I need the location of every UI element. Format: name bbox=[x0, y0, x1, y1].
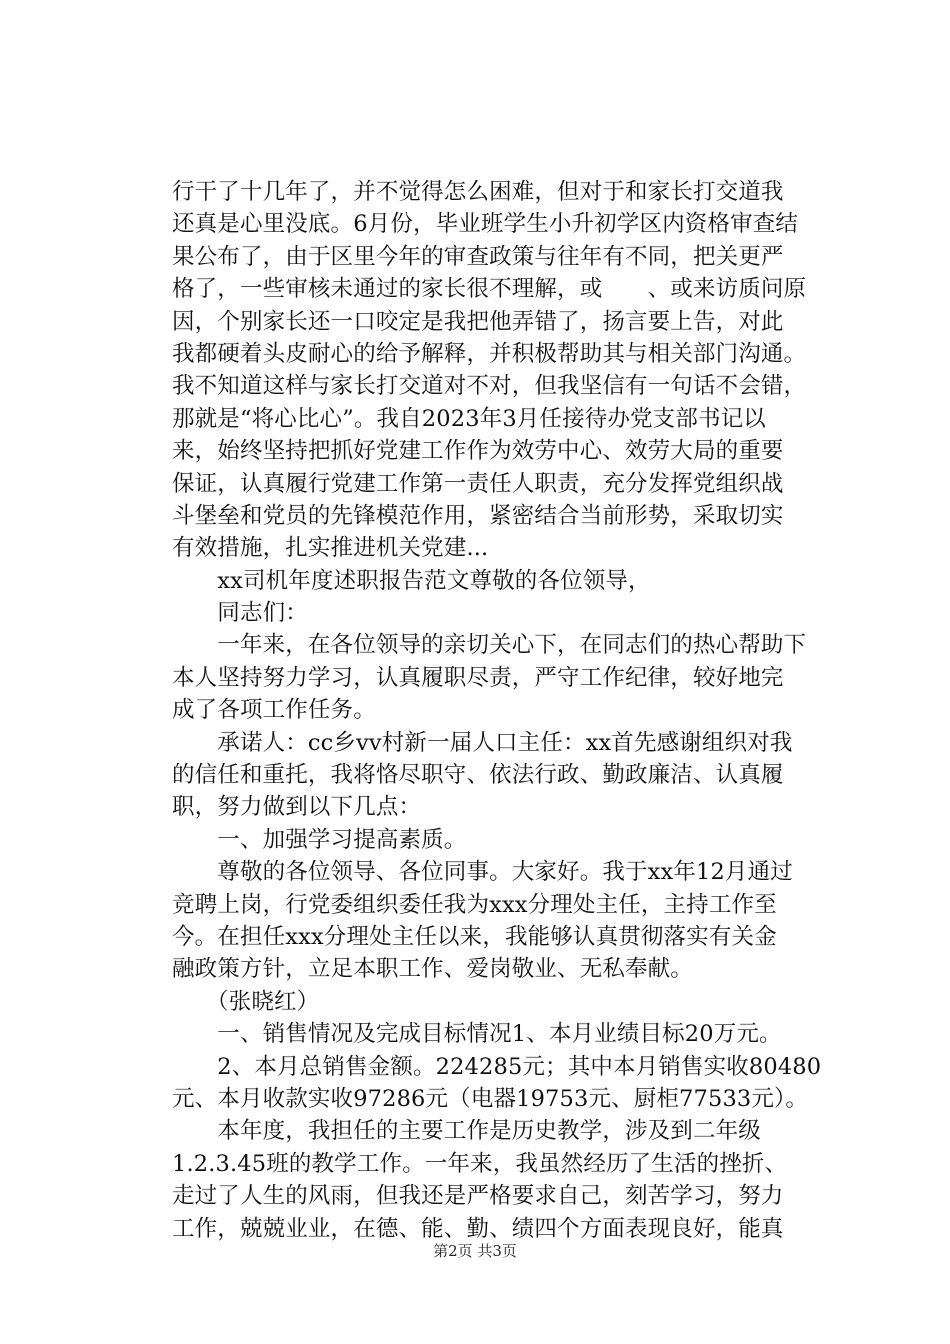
text-line: 斗堡垒和党员的先锋模范作用，紧密结合当前形势，采取切实 bbox=[172, 502, 784, 529]
text-line: 来，始终坚持把抓好党建工作作为效劳中心、效劳大局的重要 bbox=[172, 438, 784, 465]
text-line: 我不知道这样与家长打交道对不对，但我坚信有一句话不会错， bbox=[172, 373, 807, 400]
document-body bbox=[172, 176, 862, 1245]
text-line: 一年来，在各位领导的亲切关心下，在同志们的热心帮助下 bbox=[172, 632, 807, 659]
text-line: （张晓红） bbox=[172, 988, 320, 1015]
text-line: 本人坚持努力学习，认真履职尽责，严守工作纪律，较好地完 bbox=[172, 664, 784, 691]
text-line: 有效措施，扎实推进机关党建... bbox=[172, 535, 489, 562]
text-line: 格了，一些审核未通过的家长很不理解，或 、或来访质问原 bbox=[172, 276, 807, 303]
text-line: 1.2.3.45班的教学工作。一年来，我虽然经历了生活的挫折、 bbox=[172, 1150, 788, 1177]
text-line: 工作，兢兢业业，在德、能、勤、绩四个方面表现良好，能真 bbox=[172, 1215, 784, 1242]
text-line: 行干了十几年了，并不觉得怎么困难，但对于和家长打交道我 bbox=[172, 179, 784, 205]
text-line: 尊敬的各位领导、各位同事。大家好。我于xx年12月通过 bbox=[172, 859, 793, 886]
text-line: 果公布了，由于区里今年的审查政策与往年有不同，把关更严 bbox=[172, 243, 784, 270]
body-text bbox=[172, 176, 862, 1245]
text-line: 我都硬着头皮耐心的给予解释，并积极帮助其与相关部门沟通。 bbox=[172, 340, 807, 367]
text-line: 竞聘上岗，行党委组织委任我为xxx分理处主任，主持工作至 bbox=[172, 891, 777, 918]
text-line: 今。在担任xxx分理处主任以来，我能够认真贯彻落实有关金 bbox=[172, 923, 777, 950]
text-line: 成了各项工作任务。 bbox=[172, 697, 376, 724]
page-footer bbox=[0, 1241, 950, 1261]
text-line: 走过了人生的风雨，但我还是严格要求自己，刻苦学习，努力 bbox=[172, 1183, 784, 1210]
text-line: 2、本月总销售金额。224285元；其中本月销售实收80480 bbox=[172, 1053, 822, 1080]
text-line: 一、加强学习提高素质。 bbox=[172, 826, 467, 853]
text-line: 的信任和重托，我将恪尽职守、依法行政、勤政廉洁、认真履 bbox=[172, 762, 784, 789]
page-number: 第2页 共3页 bbox=[433, 1242, 517, 1260]
text-line: 职，努力做到以下几点： bbox=[172, 794, 422, 821]
text-line: 承诺人：cc乡vv村新一届人口主任：xx首先感谢组织对我 bbox=[172, 729, 793, 756]
text-line: 同志们： bbox=[172, 600, 308, 627]
text-line: 因，个别家长还一口咬定是我把他弄错了，扬言要上告，对此 bbox=[172, 308, 784, 335]
text-line: 一、销售情况及完成目标情况1、本月业绩目标20万元。 bbox=[172, 1021, 782, 1048]
text-line: 融政策方针，立足本职工作、爱岗敬业、无私奉献。 bbox=[172, 956, 693, 983]
text-line: 那就是“将心比心”。我自2023年3月任接待办党支部书记以 bbox=[172, 405, 766, 432]
text-line: 保证，认真履行党建工作第一责任人职责，充分发挥党组织战 bbox=[172, 470, 784, 497]
text-line: xx司机年度述职报告范文尊敬的各位领导， bbox=[172, 567, 651, 594]
text-line: 元、本月收款实收97286元（电器19753元、厨柜77533元）。 bbox=[172, 1085, 809, 1112]
text-line: 还真是心里没底。6月份，毕业班学生小升初学区内资格审查结 bbox=[172, 211, 799, 238]
text-line: 本年度，我担任的主要工作是历史教学，涉及到二年级 bbox=[172, 1118, 761, 1145]
